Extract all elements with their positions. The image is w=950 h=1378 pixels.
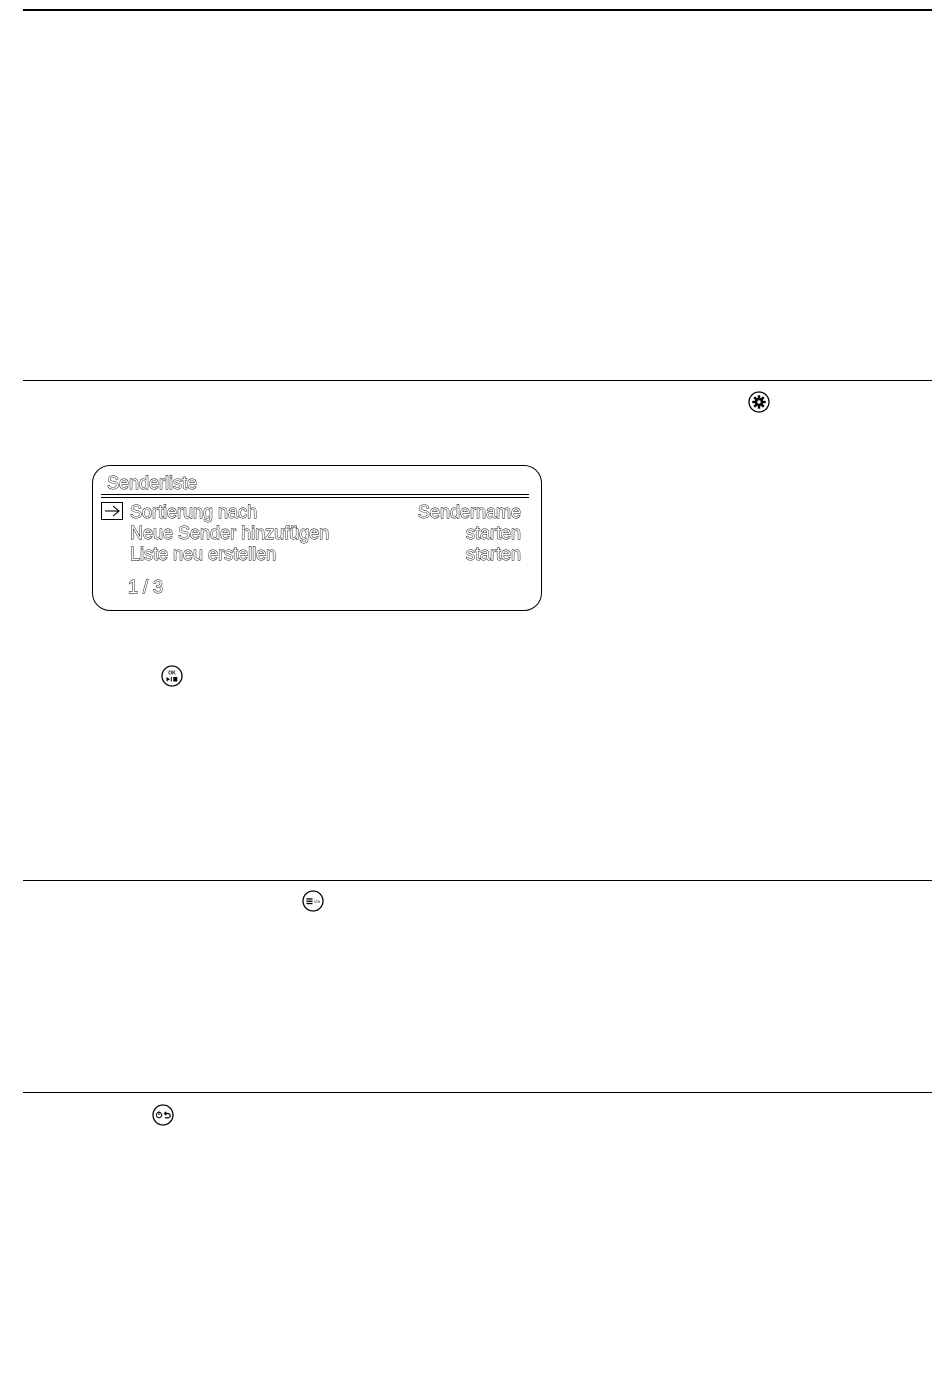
menu-item-sorting-label: Sortierung nach [130, 502, 258, 522]
ok-play-pause-icon [161, 665, 183, 687]
ok-glyph: OK [168, 670, 176, 677]
title-underline [101, 494, 529, 495]
menu-item-sorting-value: Sendername [417, 502, 521, 522]
selection-arrow-icon [101, 502, 123, 520]
settings-gear-icon [748, 391, 770, 413]
menu-item-rebuild-list-value: starten [465, 544, 521, 564]
section-divider [23, 1092, 932, 1093]
menu-item-add-stations-value: starten [465, 523, 521, 543]
section-divider [23, 9, 932, 11]
section-divider [23, 380, 932, 381]
section-divider [23, 880, 932, 881]
power-back-icon [152, 1104, 174, 1126]
device-display [92, 465, 542, 611]
menu-item-add-stations-label: Neue Sender hinzufügen [130, 523, 330, 543]
menu-item-rebuild-list-label: Liste neu erstellen [130, 544, 277, 564]
menu-small-glyph: i/ııı [314, 899, 320, 904]
title-underline [101, 497, 529, 498]
display-title: Senderliste [107, 473, 198, 493]
menu-info-icon [302, 890, 324, 912]
page-indicator: 1 / 3 [128, 577, 164, 597]
